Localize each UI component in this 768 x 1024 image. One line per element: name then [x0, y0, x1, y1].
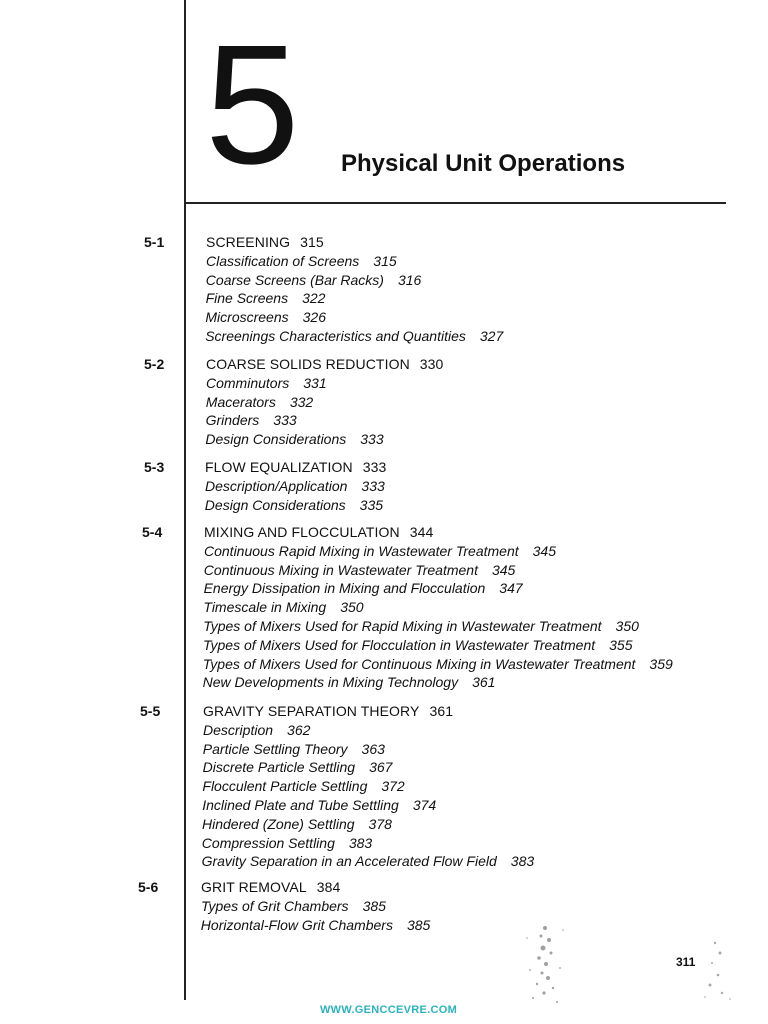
- toc-entry[interactable]: [203, 759, 393, 775]
- toc-entry-page-number: 385: [362, 897, 386, 914]
- toc-entry-text: Hindered (Zone) Settling: [202, 815, 355, 832]
- toc-entry-page-number: 345: [532, 542, 556, 559]
- toc-entry-page-number: 347: [499, 580, 523, 597]
- section-heading-text: MIXING AND FLOCCULATION: [204, 524, 400, 540]
- section-heading[interactable]: [205, 459, 386, 475]
- toc-entry-text: Comminutors: [206, 374, 290, 391]
- toc-entry[interactable]: [203, 656, 673, 672]
- toc-entry[interactable]: [202, 797, 436, 813]
- toc-entry-page-number: 367: [369, 759, 393, 776]
- section-heading[interactable]: [203, 703, 453, 719]
- footer-url[interactable]: WWW.GENCCEVRE.COM: [320, 1004, 458, 1016]
- toc-entry-text: Compression Settling: [201, 834, 335, 851]
- section-heading-text: GRIT REMOVAL: [201, 879, 307, 895]
- toc-entry-text: Macerators: [205, 393, 276, 410]
- toc-entry-text: Screenings Characteristics and Quantities: [205, 328, 466, 344]
- toc-entry-text: Energy Dissipation in Mixing and Flocculation: [203, 580, 486, 597]
- page-number: 311: [676, 955, 696, 969]
- toc-entry[interactable]: [203, 722, 310, 738]
- section-number: 5-2: [144, 356, 165, 372]
- toc-entry-page-number: 331: [303, 374, 327, 391]
- toc-entry[interactable]: [206, 253, 397, 269]
- toc-entry-page-number: 332: [289, 393, 314, 410]
- toc-entry-text: Design Considerations: [204, 496, 346, 513]
- section-page-number: 384: [316, 879, 341, 895]
- section-page-number: 344: [409, 524, 434, 540]
- toc-entry-text: Gravity Separation in an Accelerated Flow Field: [201, 853, 497, 870]
- toc-entry-text: Types of Grit Chambers: [201, 897, 349, 914]
- section-number: 5-1: [144, 234, 165, 250]
- toc-entry[interactable]: [203, 637, 633, 653]
- section-page-number: 361: [429, 703, 454, 719]
- toc-entry-page-number: 374: [412, 797, 437, 813]
- toc-entry-page-number: 322: [302, 290, 326, 307]
- toc-entry-page-number: 372: [381, 778, 405, 795]
- section-number: 5-4: [142, 524, 163, 540]
- toc-entry-page-number: 326: [302, 309, 326, 326]
- toc-entry-page-number: 355: [609, 636, 633, 653]
- toc-entry[interactable]: [204, 543, 556, 559]
- section-heading[interactable]: [206, 356, 443, 372]
- toc-entry-text: Classification of Screens: [206, 252, 360, 269]
- toc-entry-page-number: 333: [360, 431, 384, 448]
- toc-entry[interactable]: [203, 741, 385, 757]
- section-heading-text: GRAVITY SEPARATION THEORY: [203, 703, 420, 719]
- toc-entry-page-number: 333: [361, 477, 385, 494]
- toc-entry-page-number: 362: [287, 721, 311, 738]
- vertical-rule: [184, 0, 186, 1000]
- toc-entry-text: New Developments in Mixing Technology: [202, 674, 459, 691]
- toc-entry-page-number: 316: [397, 271, 422, 288]
- scan-speckle-mark: [690, 935, 740, 1005]
- toc-entry[interactable]: [203, 618, 639, 634]
- toc-entry[interactable]: [203, 674, 496, 690]
- toc-entry-page-number: 315: [373, 252, 397, 269]
- toc-entry-page-number: 327: [479, 328, 504, 344]
- toc-entry[interactable]: [201, 917, 431, 933]
- section-heading[interactable]: [201, 879, 340, 895]
- section-page-number: 315: [300, 234, 324, 250]
- toc-entry-page-number: 333: [273, 412, 297, 429]
- toc-entry[interactable]: [206, 272, 422, 288]
- toc-entry[interactable]: [206, 375, 327, 391]
- chapter-title: Physical Unit Operations: [341, 150, 626, 177]
- toc-entry[interactable]: [205, 309, 326, 325]
- toc-entry[interactable]: [205, 478, 385, 494]
- toc-entry-page-number: 385: [406, 916, 431, 933]
- toc-entry[interactable]: [206, 394, 313, 410]
- toc-entry-text: Microscreens: [205, 309, 289, 326]
- toc-entry[interactable]: [202, 853, 535, 869]
- section-heading-text: SCREENING: [206, 234, 291, 250]
- toc-entry-text: Grinders: [205, 412, 260, 429]
- toc-entry-text: Continuous Mixing in Wastewater Treatment: [203, 561, 478, 578]
- scan-speckle-mark: [515, 918, 575, 1008]
- toc-entry[interactable]: [206, 290, 326, 306]
- toc-entry[interactable]: [205, 431, 383, 447]
- toc-entry[interactable]: [203, 599, 363, 615]
- toc-entry[interactable]: [205, 328, 503, 344]
- toc-entry[interactable]: [202, 835, 372, 851]
- section-heading[interactable]: [206, 234, 324, 250]
- toc-entry[interactable]: [206, 412, 297, 428]
- toc-entry-text: Continuous Rapid Mixing in Wastewater Treatment: [204, 542, 519, 559]
- toc-entry-page-number: 359: [649, 655, 673, 672]
- toc-entry-text: Design Considerations: [205, 431, 347, 448]
- toc-entry-text: Description/Application: [205, 477, 348, 494]
- toc-entry-page-number: 350: [615, 618, 639, 634]
- toc-entry-text: Timescale in Mixing: [203, 599, 327, 616]
- toc-entry[interactable]: [202, 778, 404, 794]
- toc-entry[interactable]: [202, 816, 392, 832]
- section-number: 5-6: [138, 879, 159, 895]
- section-heading[interactable]: [204, 524, 433, 540]
- toc-entry-text: Particle Settling Theory: [202, 740, 348, 757]
- toc-entry-page-number: 345: [491, 561, 516, 578]
- toc-entry[interactable]: [201, 898, 386, 914]
- toc-entry-page-number: 350: [340, 599, 364, 616]
- toc-entry-page-number: 363: [361, 740, 385, 757]
- toc-entry[interactable]: [204, 580, 523, 596]
- section-page-number: 333: [362, 459, 387, 475]
- section-heading-text: FLOW EQUALIZATION: [205, 459, 353, 475]
- toc-entry-text: Description: [203, 721, 274, 738]
- toc-entry-text: Coarse Screens (Bar Racks): [205, 271, 384, 288]
- toc-entry-text: Types of Mixers Used for Rapid Mixing in Wastewater Treatment: [203, 618, 602, 634]
- toc-entry-text: Types of Mixers Used for Continuous Mixing in Wastewater Treatment: [202, 655, 636, 672]
- toc-entry-text: Flocculent Particle Settling: [202, 778, 368, 795]
- toc-entry-page-number: 335: [359, 496, 384, 513]
- section-page-number: 330: [419, 356, 444, 372]
- section-heading-text: COARSE SOLIDS REDUCTION: [206, 356, 410, 372]
- toc-entry-text: Types of Mixers Used for Flocculation in Wastewater Treatment: [203, 636, 596, 653]
- toc-entry-text: Discrete Particle Settling: [202, 759, 356, 776]
- title-underline: [186, 202, 726, 204]
- section-number: 5-5: [140, 703, 161, 719]
- toc-entry-page-number: 361: [472, 674, 496, 691]
- chapter-number: 5: [205, 10, 296, 200]
- section-number: 5-3: [144, 459, 165, 475]
- toc-entry-text: Inclined Plate and Tube Settling: [202, 797, 399, 813]
- toc-entry-page-number: 383: [510, 853, 535, 870]
- toc-entry-page-number: 378: [368, 815, 392, 832]
- toc-entry[interactable]: [205, 497, 383, 513]
- toc-entry-page-number: 383: [348, 834, 373, 851]
- toc-entry-text: Horizontal-Flow Grit Chambers: [200, 916, 393, 933]
- toc-entry[interactable]: [204, 562, 516, 578]
- toc-entry-text: Fine Screens: [205, 290, 289, 307]
